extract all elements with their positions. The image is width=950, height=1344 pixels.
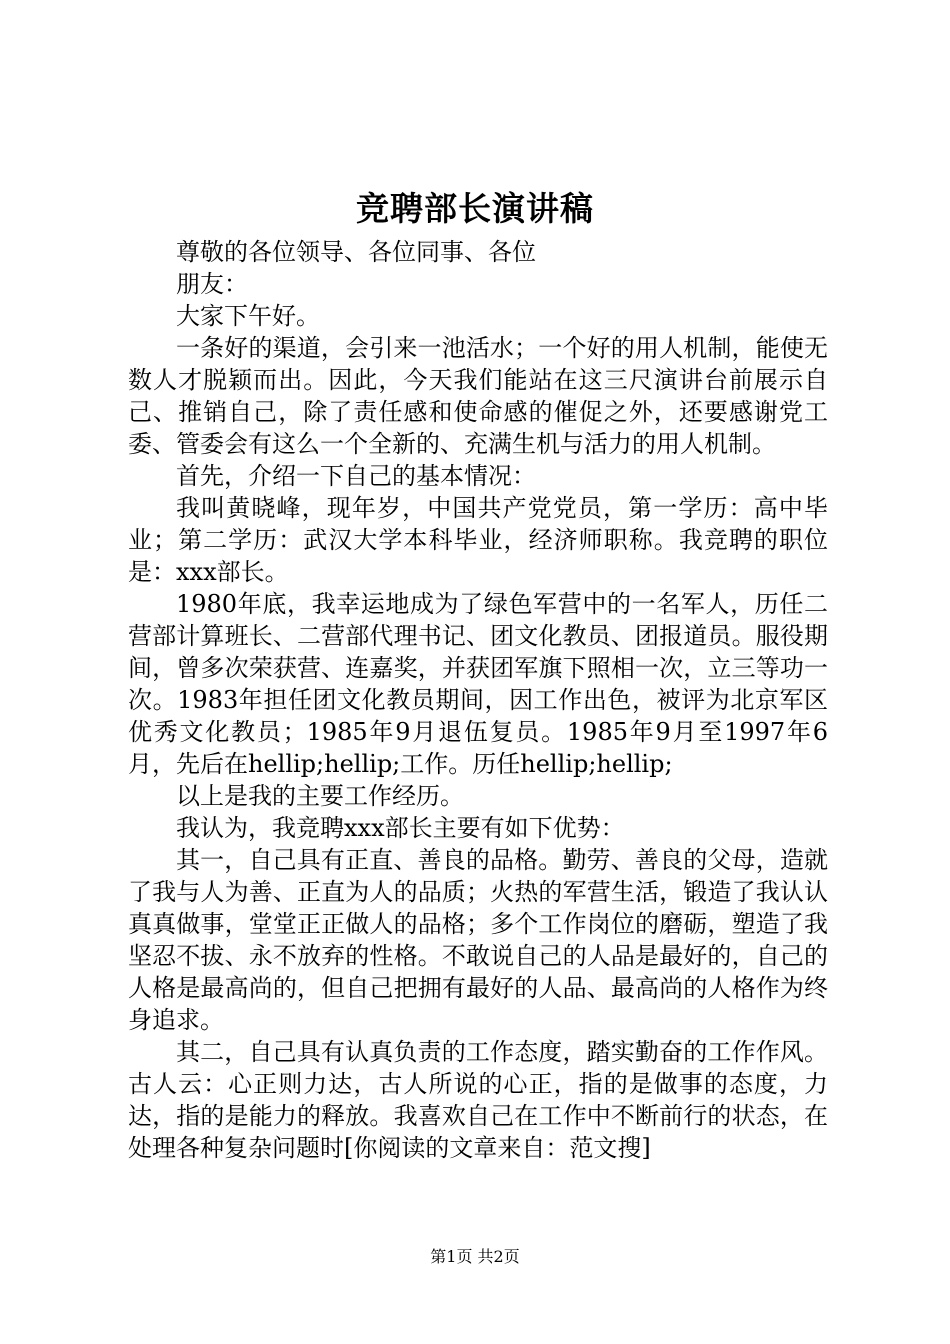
- work-history-summary: 以上是我的主要工作经历。: [176, 782, 464, 810]
- basic-info-heading: 首先，介绍一下自己的基本情况：: [176, 462, 536, 490]
- salutation-line-1: 尊敬的各位领导、各位同事、各位: [176, 238, 536, 266]
- basic-info-paragraph: 我叫黄晓峰，现年岁，中国共产党党员，第一学历：高中毕业；第二学历：武汉大学本科毕业，经济师职称。我竞聘的职位是：xxx部长。: [128, 494, 828, 586]
- advantages-heading: 我认为，我竞聘xxx部长主要有如下优势：: [176, 814, 625, 842]
- greeting-paragraph: 大家下午好。: [176, 302, 320, 330]
- advantage-two-paragraph: 其二，自己具有认真负责的工作态度，踏实勤奋的工作作风。古人云：心正则力达，古人所说的心正，指的是做事的态度，力达，指的是能力的释放。我喜欢自己在工作中不断前行的状态，在处理各种复杂问题时[你阅读的文章来自：范文搜]: [128, 1038, 828, 1162]
- work-history-paragraph: 1980年底，我幸运地成为了绿色军营中的一名军人，历任二营部计算班长、二营部代理书记、团文化教员、团报道员。服役期间，曾多次荣获营、连嘉奖，并获团军旗下照相一次，立三等功一次。1983年担任团文化教员期间，因工作出色，被评为北京军区优秀文化教员；1985年9月退伍复员。1985年9月至1997年6月，先后在hellip;hellip;工作。历任hellip;hellip;: [128, 590, 828, 778]
- page-footer: 第1页 共2页: [430, 1247, 520, 1266]
- salutation-line-2: 朋友：: [176, 270, 248, 298]
- document-body: [128, 236, 828, 1164]
- advantage-one-paragraph: 其一，自己具有正直、善良的品格。勤劳、善良的父母，造就了我与人为善、正直为人的品质；火热的军营生活，锻造了我认认真真做事，堂堂正正做人的品格；多个工作岗位的磨砺，塑造了我坚忍不拔、永不放弃的性格。不敢说自己的人品是最好的，自己的人格是最高尚的，但自己把拥有最好的人品、最高尚的人格作为终身追求。: [128, 846, 828, 1034]
- intro-paragraph: 一条好的渠道，会引来一池活水；一个好的用人机制，能使无数人才脱颖而出。因此，今天我们能站在这三尺演讲台前展示自己、推销自己，除了责任感和使命感的催促之外，还要感谢党工委、管委会有这么一个全新的、充满生机与活力的用人机制。: [128, 334, 828, 458]
- document-title: 竞聘部长演讲稿: [356, 189, 594, 228]
